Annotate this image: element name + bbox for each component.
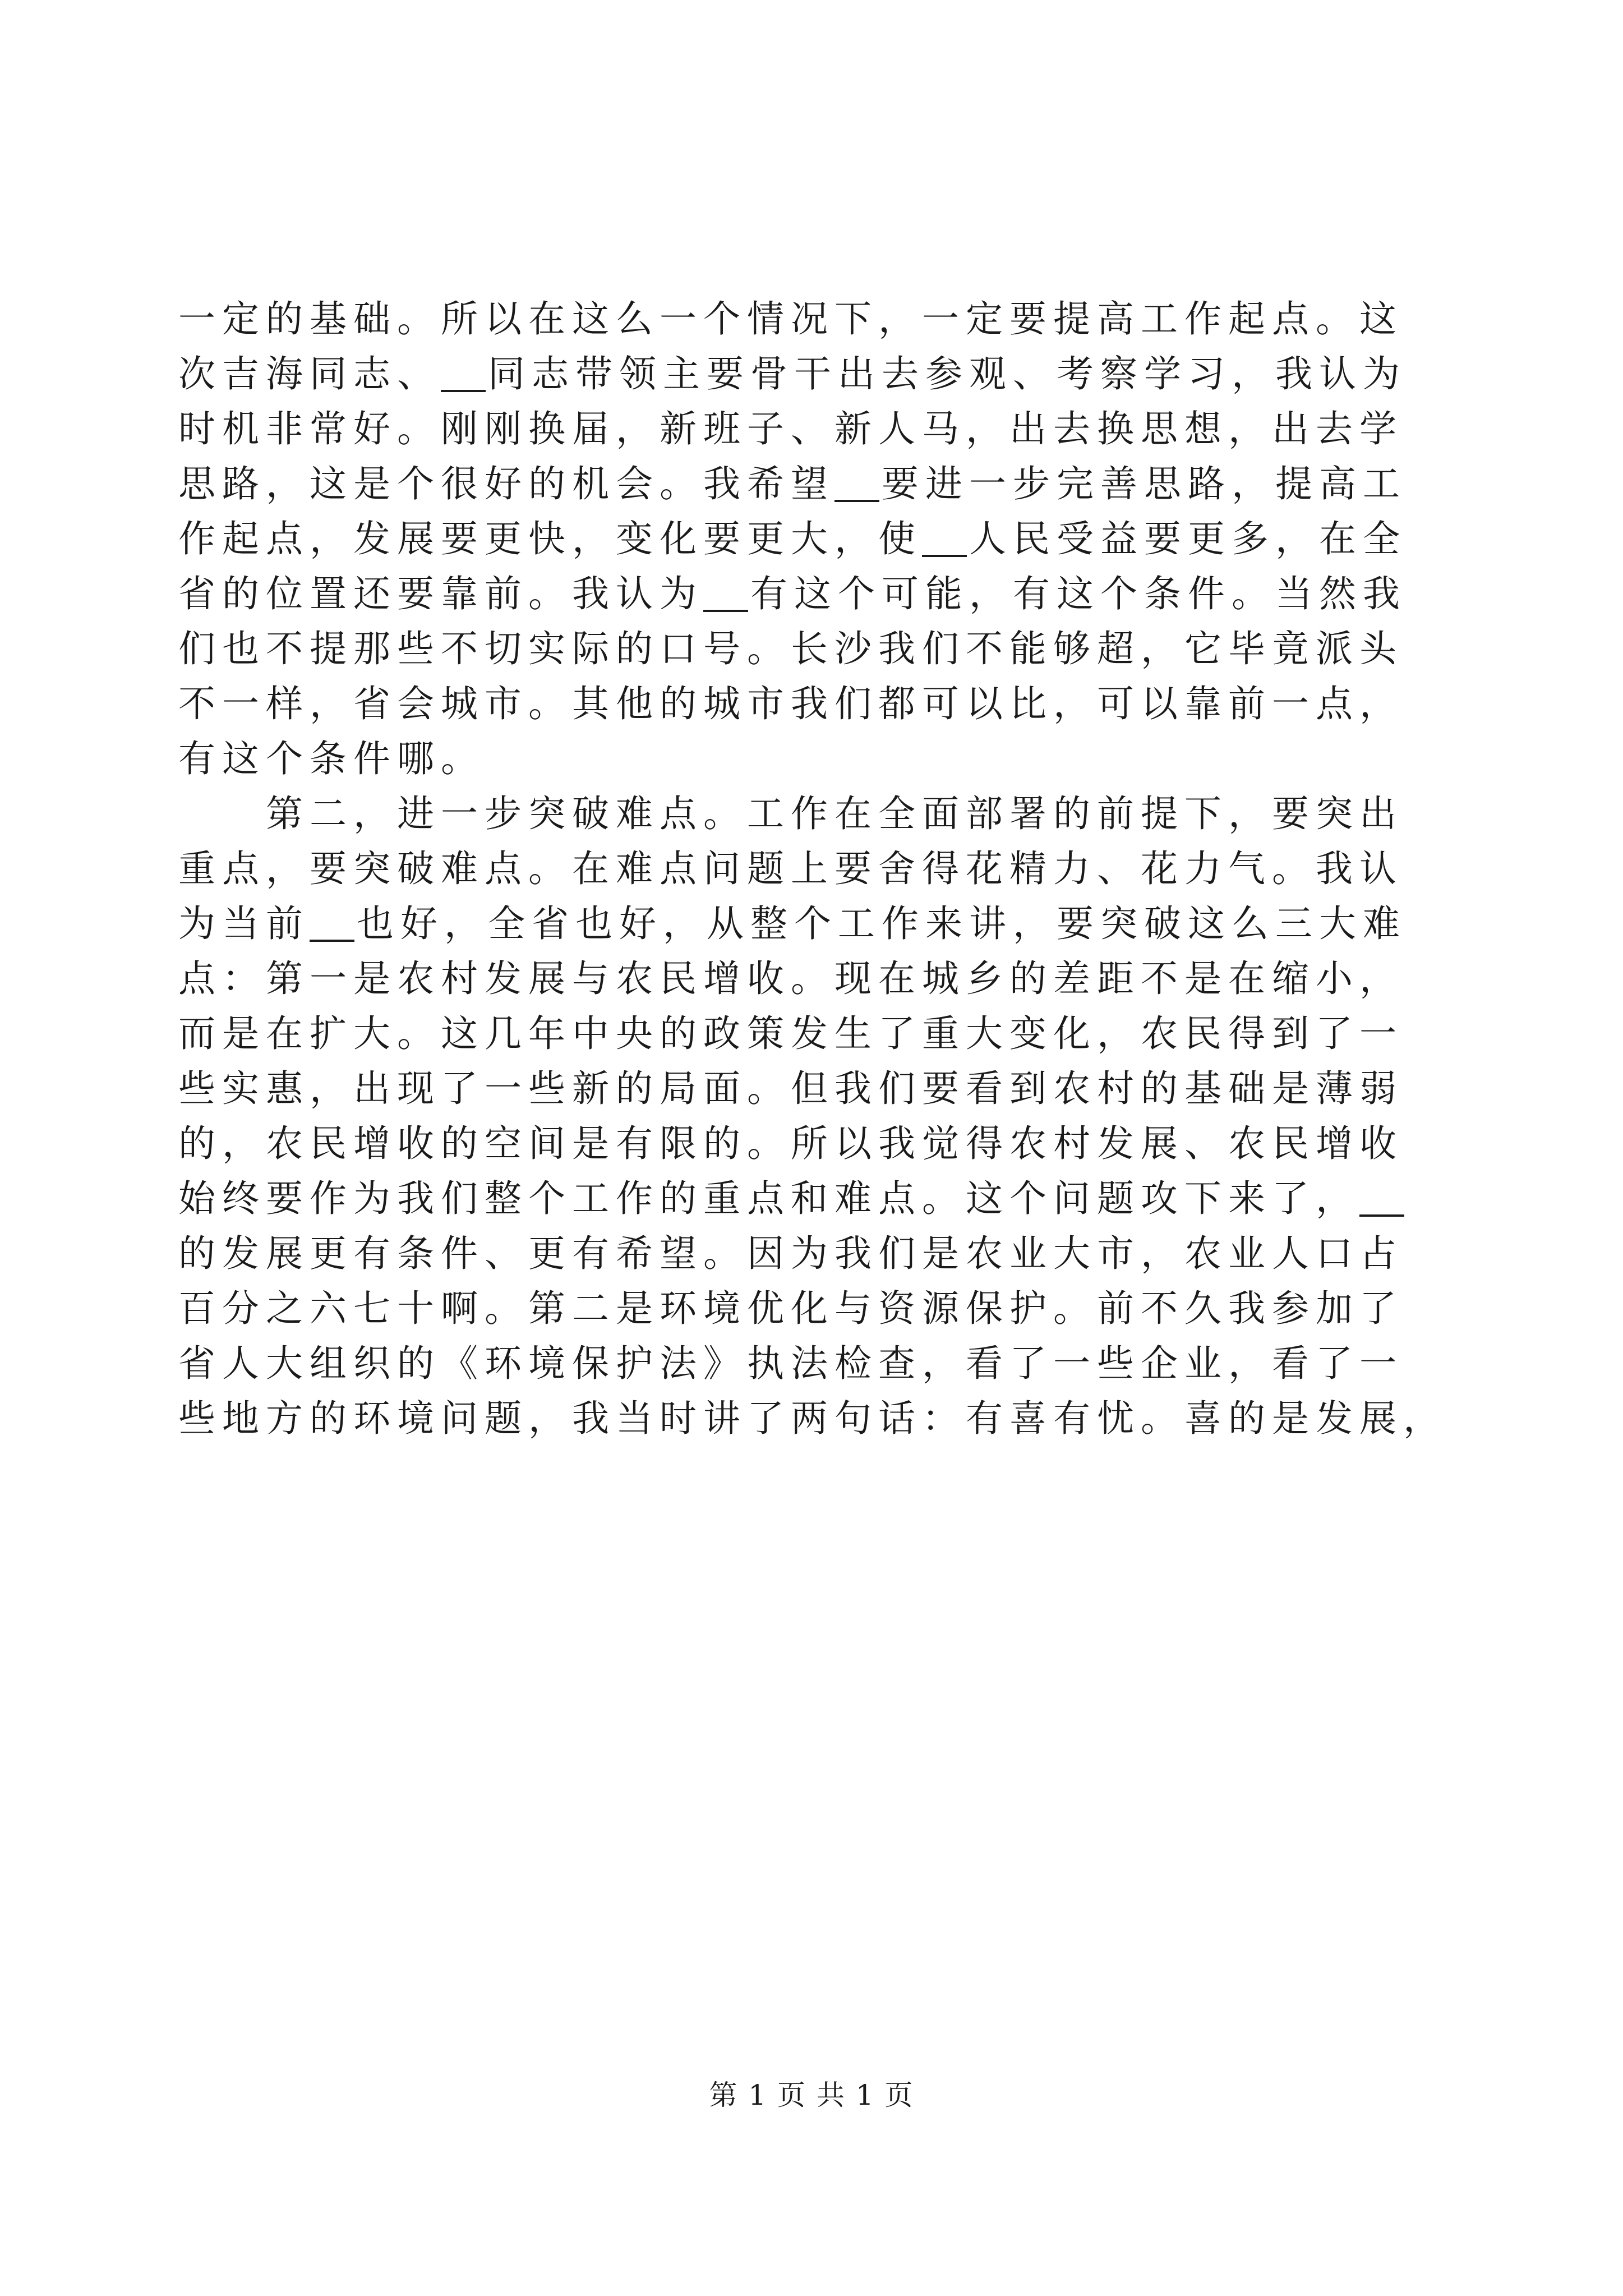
text-segment: 同志带领主要骨干出去参观、考察学习，我认为	[488, 352, 1407, 395]
text-line	[178, 622, 1474, 677]
text-line	[178, 1006, 1474, 1061]
text-line	[178, 1391, 1474, 1446]
blank-underline	[441, 353, 486, 392]
text-segment: 百分之六七十啊。第二是环境优化与资源保护。前不久我参加了	[178, 1287, 1403, 1330]
text-line	[178, 1116, 1474, 1171]
text-segment: 为当前	[178, 902, 310, 945]
text-segment: 的发展更有条件、更有希望。因为我们是农业大市，农业人口占	[178, 1232, 1403, 1275]
text-segment: 次吉海同志、	[178, 352, 441, 395]
blank-underline	[834, 463, 879, 502]
text-line	[178, 1226, 1474, 1281]
text-line	[178, 292, 1474, 347]
text-segment: 作起点，发展要更快，变化要更大，使	[178, 517, 922, 560]
text-line	[178, 731, 1474, 786]
text-line	[178, 677, 1474, 731]
text-line	[178, 1336, 1474, 1391]
text-segment: 而是在扩大。这几年中央的政策发生了重大变化，农民得到了一	[178, 1012, 1403, 1055]
text-segment: 第二，进一步突破难点。工作在全面部署的前提下，要突出	[178, 792, 1403, 835]
text-line	[178, 1061, 1474, 1116]
text-line	[178, 786, 1474, 841]
text-line	[178, 1281, 1474, 1336]
text-segment: 们也不提那些不切实际的口号。长沙我们不能够超，它毕竟派头	[178, 627, 1403, 670]
text-segment: 省的位置还要靠前。我认为	[178, 572, 703, 615]
text-segment: 要进一步完善思路，提高工	[882, 462, 1407, 505]
text-line	[178, 567, 1474, 622]
text-line	[178, 402, 1474, 457]
body-text	[178, 292, 1474, 1446]
text-line	[178, 347, 1474, 402]
text-segment: 些实惠，出现了一些新的局面。但我们要看到农村的基础是薄弱	[178, 1067, 1403, 1110]
text-line	[178, 457, 1474, 512]
text-segment: 始终要作为我们整个工作的重点和难点。这个问题攻下来了，	[178, 1177, 1359, 1220]
text-segment: 也好，全省也好，从整个工作来讲，要突破这么三大难	[357, 902, 1407, 945]
text-segment: 点：第一是农村发展与农民增收。现在城乡的差距不是在缩小，	[178, 957, 1403, 1000]
text-line	[178, 841, 1474, 896]
text-segment: 有这个可能，有这个条件。当然我	[750, 572, 1407, 615]
text-segment: 时机非常好。刚刚换届，新班子、新人马，出去换思想，出去学	[178, 407, 1403, 450]
text-line	[178, 896, 1474, 951]
text-segment: 一定的基础。所以在这么一个情况下，一定要提高工作起点。这	[178, 297, 1403, 341]
text-segment: 重点，要突破难点。在难点问题上要舍得花精力、花力气。我认	[178, 847, 1403, 890]
text-segment: 有这个条件哪。	[178, 737, 485, 780]
text-line	[178, 512, 1474, 567]
blank-underline	[310, 903, 354, 942]
text-line	[178, 951, 1474, 1006]
text-segment: 不一样，省会城市。其他的城市我们都可以比，可以靠前一点，	[178, 682, 1403, 725]
blank-underline	[1359, 1177, 1404, 1217]
text-line	[178, 1171, 1474, 1226]
blank-underline	[703, 573, 748, 612]
blank-underline	[922, 518, 967, 557]
text-segment: 思路，这是个很好的机会。我希望	[178, 462, 834, 505]
text-segment: 的，农民增收的空间是有限的。所以我觉得农村发展、农民增收	[178, 1122, 1403, 1165]
text-segment: 些地方的环境问题，我当时讲了两句话：有喜有忧。喜的是发展，	[178, 1397, 1447, 1440]
text-segment: 人民受益要更多，在全	[969, 517, 1407, 560]
text-segment: 省人大组织的《环境保护法》执法检查，看了一些企业，看了一	[178, 1342, 1403, 1385]
page-footer: 第 1 页 共 1 页	[709, 2079, 914, 2111]
